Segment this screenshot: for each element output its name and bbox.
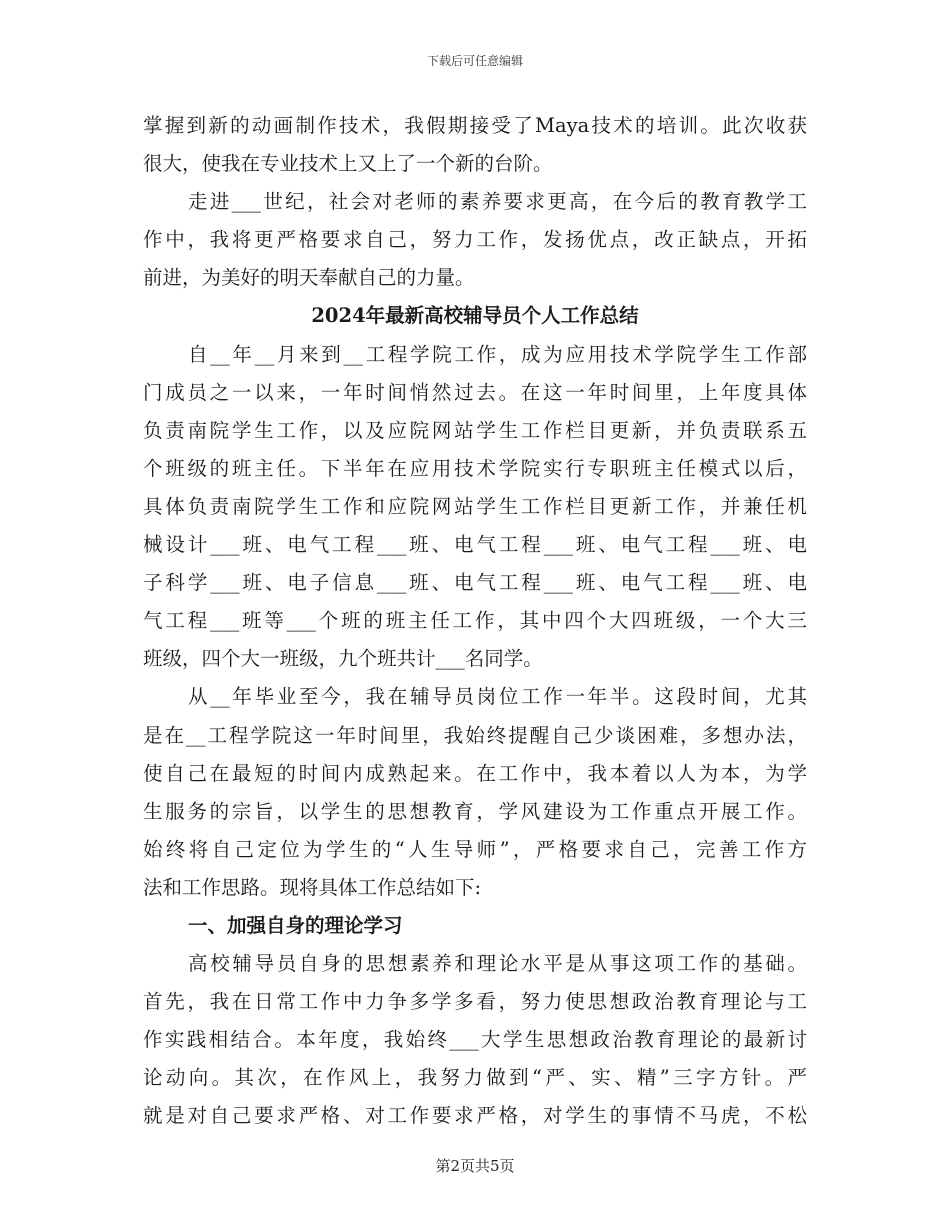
paragraph-last-line: 班级，四个大一班级，九个班共计___名同学。 [143,647,543,671]
paragraph-last-line: 很大，使我在专业技术上又上了一个新的台阶。 [143,152,553,176]
body-line: 论动向。其次，在作风上，我努力做到“严、实、精”三字方针。严 [143,1066,807,1090]
paragraph-first-line: 自__年__月来到__工程学院工作，成为应用技术学院学生工作部 [188,342,807,366]
body-line: 作实践相结合。本年度，我始终___大学生思想政治教育理论的最新讨 [143,1028,807,1052]
body-line: 生服务的宗旨，以学生的思想教育，学风建设为工作重点开展工作。 [143,799,807,823]
section-title: 2024年最新高校辅导员个人工作总结 [311,304,639,328]
paragraph-first-line: 高校辅导员自身的思想素养和理论水平是从事这项工作的基础。 [188,952,807,976]
paragraph-last-line: 前进，为美好的明天奉献自己的力量。 [143,266,475,290]
body-line: 就是对自己要求严格、对工作要求严格，对学生的事情不马虎，不松 [143,1104,807,1128]
page-header: 下载后可任意编辑 [426,54,523,68]
body-line: 个班级的班主任。下半年在应用技术学院实行专职班主任模式以后， [143,456,807,480]
body-line: 子科学___班、电子信息___班、电气工程___班、电气工程___班、电 [143,571,807,595]
paragraph-first-line: 从__年毕业至今，我在辅导员岗位工作一年半。这段时间，尤其 [188,685,807,709]
paragraph-first-line: 走进___世纪，社会对老师的素养要求更高，在今后的教育教学工 [188,190,807,214]
body-line: 始终将自己定位为学生的“人生导师”，严格要求自己，完善工作方 [143,837,807,861]
paragraph-last-line: 法和工作思路。现将具体工作总结如下: [143,875,482,899]
body-line: 作中，我将更严格要求自己，努力工作，发扬优点，改正缺点，开拓 [143,228,807,252]
body-line: 首先，我在日常工作中力争多学多看，努力使思想政治教育理论与工 [143,990,807,1014]
body-line: 械设计___班、电气工程___班、电气工程___班、电气工程___班、电 [143,533,807,557]
body-line: 是在__工程学院这一年时间里，我始终提醒自己少谈困难，多想办法， [143,723,807,747]
page-footer: 第2页共5页 [435,1157,515,1175]
body-line: 掌握到新的动画制作技术，我假期接受了Maya技术的培训。此次收获 [143,114,807,137]
body-line: 具体负责南院学生工作和应院网站学生工作栏目更新工作，并兼任机 [143,494,807,518]
document-body [143,107,807,1136]
body-line: 气工程___班等___个班的班主任工作，其中四个大四班级，一个大三 [143,609,807,633]
body-line: 负责南院学生工作，以及应院网站学生工作栏目更新，并负责联系五 [143,418,807,442]
body-line: 使自己在最短的时间内成熟起来。在工作中，我本着以人为本，为学 [143,761,807,785]
body-line: 门成员之一以来，一年时间悄然过去。在这一年时间里，上年度具体 [143,380,807,404]
subsection-heading: 一、加强自身的理论学习 [188,913,403,937]
